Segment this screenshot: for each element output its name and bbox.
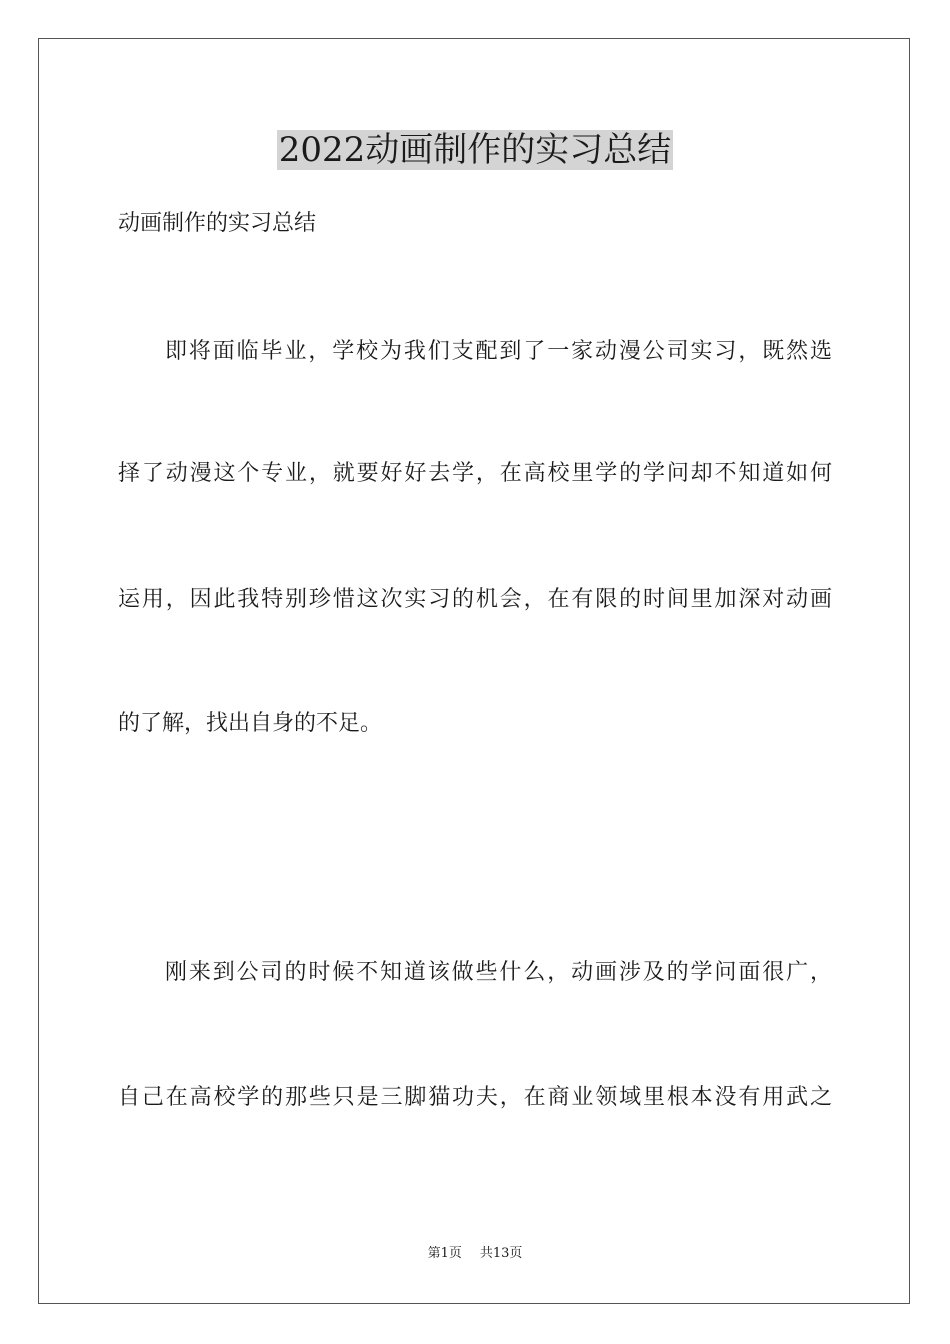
paragraph-2-line-2: 自己在高校学的那些只是三脚猫功夫，在商业领域里根本没有用武之 bbox=[118, 1085, 832, 1110]
paragraph-1-line-4: 的了解，找出自身的不足。 bbox=[118, 711, 383, 736]
paragraph-1-line-2: 择了动漫这个专业，就要好好去学，在高校里学的学问却不知道如何 bbox=[118, 461, 832, 486]
paragraph-1-line-3: 运用，因此我特别珍惜这次实习的机会，在有限的时间里加深对动画 bbox=[118, 587, 832, 612]
document-subtitle: 动画制作的实习总结 bbox=[118, 211, 317, 236]
paragraph-1-line-1: 即将面临毕业，学校为我们支配到了一家动漫公司实习，既然选 bbox=[165, 339, 832, 364]
document-title: 2022动画制作的实习总结 bbox=[278, 130, 672, 170]
page-number: 第1页 bbox=[427, 1246, 462, 1261]
paragraph-2-line-1: 刚来到公司的时候不知道该做些什么，动画涉及的学问面很广， bbox=[165, 960, 832, 985]
page-footer bbox=[0, 1244, 950, 1264]
page-total: 共13页 bbox=[479, 1246, 523, 1261]
